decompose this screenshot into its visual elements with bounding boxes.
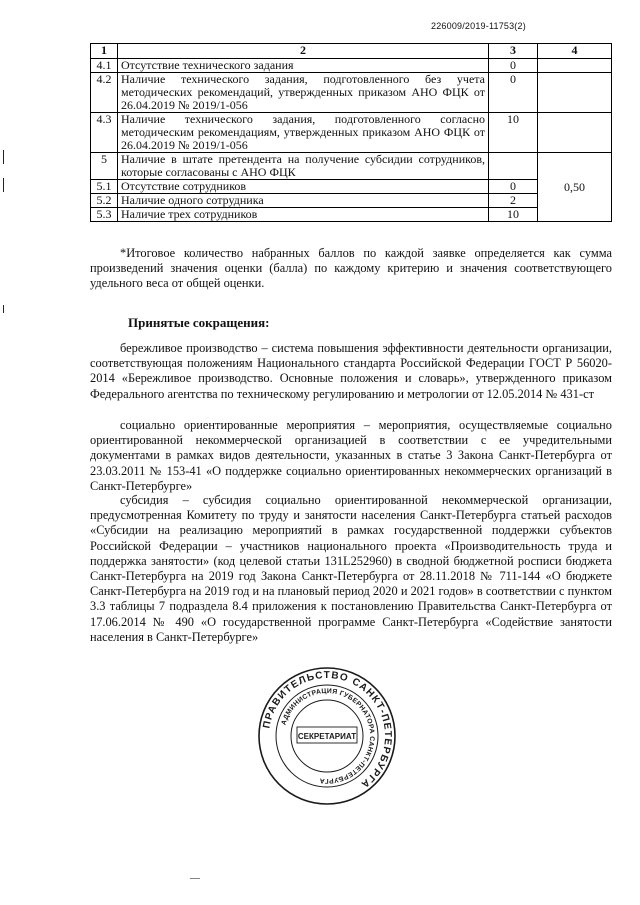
row-number: 5.2 (91, 194, 118, 208)
row-text: Отсутствие технического задания (118, 59, 489, 73)
table-row (91, 113, 612, 153)
header-cell: 1 (91, 44, 118, 59)
row-number: 5.3 (91, 208, 118, 222)
scan-edge-mark (3, 305, 4, 313)
row-text: Наличие в штате претендента на получение субсидии сотрудников, которые согласованы с АНО ФЦК (118, 153, 489, 180)
row-score: 10 (489, 208, 538, 222)
weight-cell-empty (538, 73, 612, 113)
row-score: 10 (489, 113, 538, 153)
header-cell: 3 (489, 44, 538, 59)
table-row (91, 194, 612, 208)
stamp-center-text: СЕКРЕТАРИАТ (297, 732, 357, 741)
criteria-table (90, 43, 612, 222)
weight-value: 0,50 (538, 153, 612, 222)
row-number: 4.3 (91, 113, 118, 153)
stamp-inner-text: АДМИНИСТРАЦИЯ ГУБЕРНАТОРА САНКТ-ПЕТЕРБУРГА (280, 687, 376, 785)
definition-lean-production: бережливое производство – система повышения эффективности деятельности организации, соответствующая положениям Национального стандарта Российской Федерации ГОСТ Р 56020-2014 «Бережливое производство. Основные положения и словарь», утвержденного приказом Федерального агентства по техническому регулированию и метрологии от 12.05.2014 № 431-ст (90, 341, 612, 401)
row-score: 0 (489, 73, 538, 113)
scan-edge-mark (3, 178, 4, 192)
row-text: Наличие одного сотрудника (118, 194, 489, 208)
row-score: 0 (489, 180, 538, 194)
table-row (91, 180, 612, 194)
table-row (91, 73, 612, 113)
row-number: 5 (91, 153, 118, 180)
row-score: 0 (489, 59, 538, 73)
scan-edge-mark (3, 150, 4, 164)
header-cell: 4 (538, 44, 612, 59)
row-number: 5.1 (91, 180, 118, 194)
row-score (489, 153, 538, 180)
row-text: Наличие технического задания, подготовленного согласно методическим рекомендациям, утвержденных приказом АНО ФЦК от 26.04.2019 № 2019/1-056 (118, 113, 489, 153)
abbreviations-heading: Принятые сокращения: (128, 315, 270, 330)
footer-mark: — (190, 873, 200, 884)
definition-subsidy: субсидия – субсидия социально ориентированной некоммерческой организации, предусмотренная Комитету по труду и занятости населения Санкт-Петербурга статьей расходов «Субсидии на реализацию мероприятий в рамках государственной поддержки субъектов Российской Федерации – участников национального проекта «Производительность труда и поддержка занятости» (код целевой статьи 131L252960) в сводной бюджетной росписи бюджета Санкт-Петербурга на 2019 год Закона Санкт-Петербурга от 28.11.2018 № 711-144 «О бюджете Санкт-Петербурга на 2019 год и на плановый период 2020 и 2021 годов» в соответствии с пунктом 3.3 таблицы 7 подраздела 8.4 приложения к постановлению Правительства Санкт-Петербурга от 17.06.2014 № 490 «О государственной программе Санкт-Петербурга «Содействие занятости населения в Санкт-Петербурге» (90, 493, 612, 644)
header-cell: 2 (118, 44, 489, 59)
weight-cell-empty (538, 59, 612, 73)
document-number: 226009/2019-11753(2) (431, 21, 526, 31)
row-score: 2 (489, 194, 538, 208)
footnote: *Итоговое количество набранных баллов по каждой заявке определяется как сумма произведений значения оценки (балла) по каждому критерию и значения соответствующего удельного веса от общей оценки. (90, 246, 612, 291)
table-header-row (91, 44, 612, 59)
row-number: 4.1 (91, 59, 118, 73)
table-row (91, 153, 612, 180)
definition-social-events: социально ориентированные мероприятия – мероприятия, осуществляемые социально ориентированной некоммерческой организацией в соответствии с ее учредительными документами в рамках видов деятельности, указанных в статье 3 Закона Санкт-Петербурга от 23.03.2011 № 153-41 «О поддержке социально ориентированных некоммерческих организаций в Санкт-Петербурге» (90, 418, 612, 493)
table-row (91, 59, 612, 73)
row-text: Отсутствие сотрудников (118, 180, 489, 194)
table-row (91, 208, 612, 222)
row-text: Наличие технического задания, подготовленного без учета методических рекомендаций, утвержденных приказом АНО ФЦК от 26.04.2019 № 2019/1-056 (118, 73, 489, 113)
row-text: Наличие трех сотрудников (118, 208, 489, 222)
row-number: 4.2 (91, 73, 118, 113)
stamp-outer-text: ПРАВИТЕЛЬСТВО САНКТ-ПЕТЕРБУРГА (261, 669, 394, 791)
weight-cell-empty (538, 113, 612, 153)
official-stamp (257, 666, 397, 806)
